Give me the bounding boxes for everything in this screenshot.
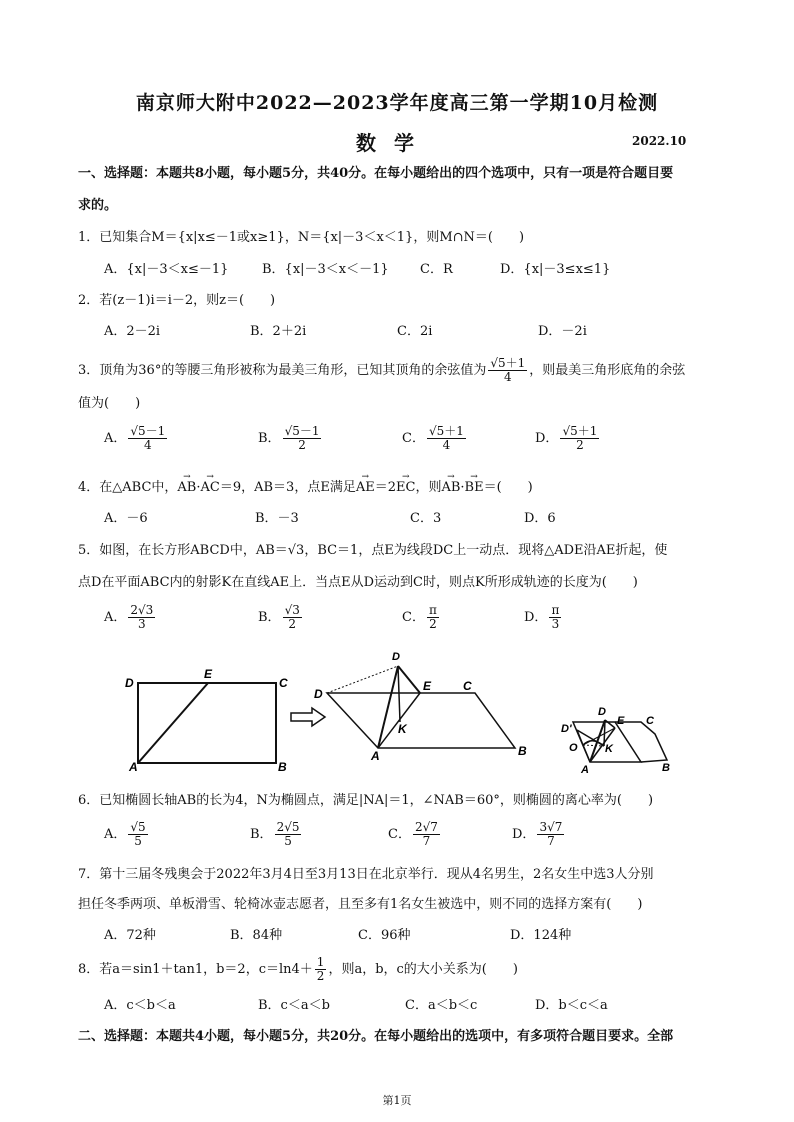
fig2-segment-de xyxy=(398,666,420,693)
q3-option-d xyxy=(535,424,601,454)
q3-stem-fraction xyxy=(488,357,527,384)
q5-option-b-label: B． xyxy=(258,610,281,625)
q3-option-b-label: B． xyxy=(258,431,281,446)
q4-vector-ab: → AB xyxy=(177,479,196,497)
fig3-segment-de xyxy=(605,720,615,728)
q3-frac-den: 4 xyxy=(503,370,512,384)
q5-option-c-frac xyxy=(427,604,439,631)
q3-option-c-den: 4 xyxy=(442,438,451,452)
q3-option-a-label: A． xyxy=(104,431,127,446)
q3-option-b-frac xyxy=(283,425,322,452)
q5-option-d-num: π xyxy=(551,603,560,617)
fig2-segment-dk xyxy=(398,666,400,722)
q3-option-b xyxy=(258,424,323,454)
q6-option-b xyxy=(250,820,303,850)
q5-option-a-label: A． xyxy=(104,610,127,625)
q8-option-b: B．c＜a＜b xyxy=(258,998,330,1013)
fig2-label-d: D xyxy=(314,687,323,701)
q1-stem: 1．已知集合M＝{x|x≤－1或x≥1}，N＝{x|－3＜x＜1}，则M∩N＝( ) xyxy=(78,230,525,245)
q3-option-a-den: 4 xyxy=(144,438,152,452)
q8-stem-b: ，则a，b，c的大小关系为( ) xyxy=(328,962,518,977)
q4-text-5: ＝( ) xyxy=(483,480,533,495)
fig2-label-d-top: D xyxy=(392,651,400,663)
q6-option-b-label: B． xyxy=(250,827,273,842)
q5-option-c-num: π xyxy=(428,603,437,617)
q6-option-b-frac xyxy=(275,821,302,848)
q4-vector-ac: → AC xyxy=(201,479,220,497)
q3-option-c-label: C． xyxy=(402,431,425,446)
q6-option-a-frac xyxy=(128,821,147,848)
q6-option-c-den: 7 xyxy=(422,834,431,848)
q3-option-c-frac xyxy=(427,425,466,452)
fig3-label-d: D xyxy=(598,706,606,718)
q6-option-c xyxy=(388,820,442,850)
q4-text-1: 4．在△ABC中， xyxy=(78,480,178,495)
page-number: 第1页 xyxy=(382,1094,412,1107)
fig3-outline-c xyxy=(615,722,667,762)
fig3-label-k: K xyxy=(605,743,613,755)
q3-stem-b: ，则最美三角形底角的余弦 xyxy=(529,363,686,378)
fig2-label-b: B xyxy=(518,744,527,758)
fig3-label-a: A xyxy=(581,764,589,776)
q1-option-d: D．{x|－3≤x≤1} xyxy=(500,262,611,277)
q7-option-a: A．72种 xyxy=(104,928,156,943)
q3-option-a-num: √5－1 xyxy=(130,424,166,438)
fig3-segment-ok xyxy=(583,745,604,746)
figure-1-rectangle xyxy=(138,683,276,763)
subject-title: 数学 xyxy=(356,131,432,155)
section2-heading: 二、选择题：本题共4小题，每小题5分，共20分。在每小题给出的选项中，有多项符合题目要求。全部 xyxy=(78,1029,674,1044)
q5-option-b-frac xyxy=(283,604,302,631)
fig1-segment-ae xyxy=(138,683,208,763)
q2-option-b: B．2＋2i xyxy=(250,324,307,339)
q8-stem-a: 8．若a＝sin1＋tan1，b＝2，c＝ln4＋ xyxy=(78,962,313,977)
q5-option-d-label: D． xyxy=(524,610,548,625)
fig2-label-e: E xyxy=(423,679,432,693)
q1-option-c: C．R xyxy=(420,262,453,277)
fig3-parallelogram xyxy=(573,722,641,762)
fig1-label-b: B xyxy=(278,760,287,774)
q5-option-c xyxy=(402,603,441,633)
q1-option-b: B．{x|－3＜x＜－1} xyxy=(262,262,389,277)
q7-line1: 7．第十三届冬残奥会于2022年3月4日至3月13日在北京举行．现从4名男生，2名女生中选3人分别 xyxy=(78,867,654,882)
q4-option-d: D．6 xyxy=(524,511,556,526)
q8-option-c: C．a＜b＜c xyxy=(405,998,478,1013)
q6-option-c-frac xyxy=(413,821,440,848)
q5-option-a-den: 3 xyxy=(138,617,146,631)
q8-frac-den: 2 xyxy=(316,969,325,983)
q7-line2: 担任冬季两项、单板滑雪、轮椅冰壶志愿者，且至多有1名女生被选中，则不同的选择方案有( ) xyxy=(78,897,643,912)
q3-option-d-num: √5＋1 xyxy=(562,424,598,438)
q5-option-a xyxy=(104,603,157,633)
fig2-parallelogram xyxy=(327,693,515,748)
q6-option-a-label: A． xyxy=(104,827,127,842)
q2-option-a: A．2－2i xyxy=(104,324,161,339)
q6-stem: 6．已知椭圆长轴AB的长为4，N为椭圆点，满足|NA|＝1，∠NAB＝60°，则椭圆的离心率为( ) xyxy=(78,793,654,808)
fig1-rectangle-abcd xyxy=(138,683,276,763)
q4-text-2: ＝9，AB＝3，点E满足 xyxy=(219,480,356,495)
q5-option-b-den: 2 xyxy=(288,617,297,631)
q4-dot-2: · xyxy=(460,480,465,495)
fig3-label-o: O xyxy=(569,742,578,754)
q8-frac-num: 1 xyxy=(316,955,325,969)
q1-option-a: A．{x|－3＜x≤－1} xyxy=(104,262,229,277)
q5-option-d-den: 3 xyxy=(551,617,560,631)
q3-option-a-frac xyxy=(128,425,167,452)
figure-2-folded xyxy=(327,666,515,748)
q3-option-b-num: √5－1 xyxy=(284,424,320,438)
fig3-segment-oa xyxy=(583,745,590,762)
q3-frac-num: √5＋1 xyxy=(490,356,526,370)
q4-vector-ec: → EC xyxy=(396,479,415,497)
q6-option-d-label: D． xyxy=(512,827,536,842)
q4-option-a: A．－6 xyxy=(104,511,148,526)
q7-option-b: B．84种 xyxy=(230,928,283,943)
q4-option-b: B．－3 xyxy=(255,511,299,526)
q8-option-a: A．c＜b＜a xyxy=(104,998,176,1013)
q6-option-b-num: 2√5 xyxy=(276,820,300,834)
arrow-icon xyxy=(291,708,325,726)
q6-option-b-den: 5 xyxy=(284,834,292,848)
fig2-label-a: A xyxy=(371,749,380,763)
q6-option-a xyxy=(104,820,150,850)
fig1-label-a: A xyxy=(129,760,138,774)
q8-stem xyxy=(78,955,518,985)
fig1-label-d: D xyxy=(125,676,134,690)
fig2-label-k: K xyxy=(398,722,407,736)
q6-option-a-num: √5 xyxy=(130,820,146,834)
q4-text-4: ，则 xyxy=(415,480,442,495)
q5-option-d xyxy=(524,603,563,633)
q6-option-d xyxy=(512,820,566,850)
section1-heading-line2: 求的。 xyxy=(78,198,118,213)
q5-line1: 5．如图，在长方形ABCD中，AB＝√3，BC＝1，点E为线段DC上一动点．现将△ADE沿AE折起，使 xyxy=(78,543,668,558)
q7-option-d: D．124种 xyxy=(510,928,572,943)
q4-stem xyxy=(78,479,533,497)
q5-line2: 点D在平面ABC内的射影K在直线AE上．当点E从D运动到C时，则点K所形成轨迹的长度为( ) xyxy=(78,575,638,590)
q2-option-d: D．－2i xyxy=(538,324,587,339)
q5-option-a-frac xyxy=(128,604,155,631)
q3-option-b-den: 2 xyxy=(298,438,306,452)
fig3-label-b: B xyxy=(662,762,670,774)
q8-stem-frac xyxy=(315,956,327,983)
q3-option-d-label: D． xyxy=(535,431,559,446)
fig1-label-c: C xyxy=(279,676,288,690)
q3-option-d-frac xyxy=(560,425,599,452)
q6-option-d-frac xyxy=(537,821,564,848)
section1-heading-line1: 一、选择题：本题共8小题，每小题5分，共40分。在每小题给出的四个选项中，只有一项是符合题目要 xyxy=(78,166,674,181)
q4-vector-ae: → AE xyxy=(356,479,375,497)
q3-stem-a: 3．顶角为36°的等腰三角形被称为最美三角形，已知其顶角的余弦值为 xyxy=(78,363,487,378)
q3-option-d-den: 2 xyxy=(576,438,584,452)
q6-option-c-num: 2√7 xyxy=(414,820,438,834)
q2-stem: 2．若(z－1)i＝i－2，则z＝( ) xyxy=(78,293,276,308)
q2-option-c: C．2i xyxy=(397,324,433,339)
fig2-segment-fold xyxy=(327,666,398,693)
q5-option-c-den: 2 xyxy=(429,617,437,631)
q5-option-b-num: √3 xyxy=(284,603,300,617)
q6-option-c-label: C． xyxy=(388,827,411,842)
exam-title: 南京师大附中2022—2023学年度高三第一学期10月检测 xyxy=(135,92,659,114)
q3-option-a xyxy=(104,424,169,454)
q6-option-d-num: 3√7 xyxy=(539,820,563,834)
q3-stem xyxy=(78,356,685,386)
q4-vector-ab-2: → AB xyxy=(441,479,460,497)
fig2-label-c: C xyxy=(463,679,472,693)
q5-option-a-num: 2√3 xyxy=(130,603,154,617)
exam-date: 2022.10 xyxy=(632,134,687,148)
fig3-label-e: E xyxy=(617,715,625,727)
q3-option-c xyxy=(402,424,468,454)
q5-option-c-label: C． xyxy=(402,610,425,625)
q4-option-c: C．3 xyxy=(410,511,442,526)
q4-text-3: ＝2 xyxy=(374,480,396,495)
q4-dot-1: · xyxy=(196,480,201,495)
q4-vector-be: → BE xyxy=(465,479,484,497)
q6-option-a-den: 5 xyxy=(134,834,142,848)
q8-option-d: D．b＜c＜a xyxy=(535,998,608,1013)
q5-option-d-frac xyxy=(549,604,561,631)
q5-option-b xyxy=(258,603,304,633)
fig3-label-c: C xyxy=(646,715,654,727)
q6-option-d-den: 7 xyxy=(547,834,555,848)
fig1-label-e: E xyxy=(204,667,213,681)
q5-figures xyxy=(0,640,794,780)
q7-option-c: C．96种 xyxy=(358,928,411,943)
q3-stem-line2: 值为( ) xyxy=(78,396,141,411)
fig3-label-d-prime: D' xyxy=(561,723,572,735)
q3-option-c-num: √5＋1 xyxy=(428,424,464,438)
